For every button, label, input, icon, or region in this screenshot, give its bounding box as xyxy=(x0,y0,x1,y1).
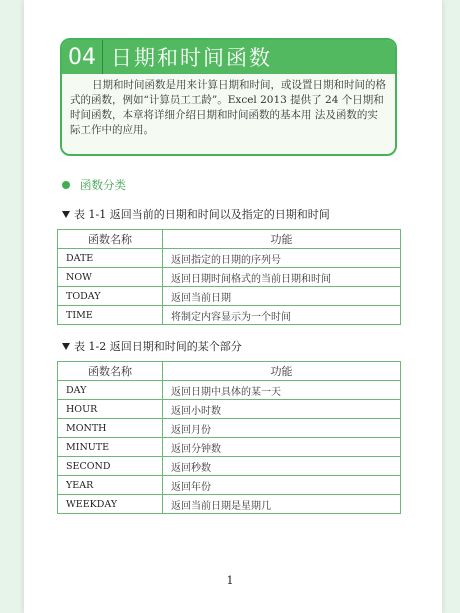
table-row xyxy=(58,268,401,287)
triangle-down-icon xyxy=(62,343,70,350)
chapter-box xyxy=(60,38,397,156)
table-row xyxy=(58,381,401,400)
function-table-2 xyxy=(57,361,401,514)
function-description: 返回日期中具体的某一天 xyxy=(163,381,401,400)
chapter-title: 日期和时间函数 xyxy=(111,46,272,70)
function-description: 将制定内容显示为一个时间 xyxy=(163,306,401,325)
table-caption-text: 表 1-2 返回日期和时间的某个部分 xyxy=(74,340,242,353)
chapter-intro: 日期和时间函数是用来计算日期和时间，或设置日期和时间的格式的函数，例如“计算员工工龄”。Excel 2013 提供了 24 个日期和时间函数，本章将详细介绍日期和时间函数的基本用 法及函数的实际工作中的应用。 xyxy=(70,79,386,136)
function-name: HOUR xyxy=(58,400,163,419)
function-name: YEAR xyxy=(58,476,163,495)
chapter-header xyxy=(62,40,395,74)
function-description: 返回指定的日期的序列号 xyxy=(163,249,401,268)
table-header-name: 函数名称 xyxy=(58,362,163,381)
function-name: SECOND xyxy=(58,457,163,476)
table-row xyxy=(58,287,401,306)
section-heading-text: 函数分类 xyxy=(80,178,126,192)
triangle-down-icon xyxy=(62,211,70,218)
bullet-icon xyxy=(62,181,70,189)
function-name: MONTH xyxy=(58,419,163,438)
table-header-name: 函数名称 xyxy=(58,230,163,249)
function-description: 返回秒数 xyxy=(163,457,401,476)
table-header-row xyxy=(58,362,401,381)
table-row xyxy=(58,249,401,268)
function-description: 返回年份 xyxy=(163,476,401,495)
table-row xyxy=(58,400,401,419)
function-table-1 xyxy=(57,229,401,325)
table-header-row xyxy=(58,230,401,249)
function-description: 返回小时数 xyxy=(163,400,401,419)
function-name: DAY xyxy=(58,381,163,400)
table-header-function: 功能 xyxy=(163,230,401,249)
function-name: NOW xyxy=(58,268,163,287)
function-description: 返回分钟数 xyxy=(163,438,401,457)
table-row xyxy=(58,438,401,457)
table-row xyxy=(58,495,401,514)
function-name: MINUTE xyxy=(58,438,163,457)
function-description: 返回当前日期是星期几 xyxy=(163,495,401,514)
table-caption-text: 表 1-1 返回当前的日期和时间以及指定的日期和时间 xyxy=(74,208,330,221)
chapter-number: 04 xyxy=(62,40,103,74)
section-heading xyxy=(62,177,126,193)
function-description: 返回当前日期 xyxy=(163,287,401,306)
function-name: WEEKDAY xyxy=(58,495,163,514)
function-description: 返回月份 xyxy=(163,419,401,438)
table-row xyxy=(58,306,401,325)
table-caption-2 xyxy=(62,338,242,354)
table-row xyxy=(58,457,401,476)
table-caption-1 xyxy=(62,206,330,222)
page-number: 1 xyxy=(226,574,234,587)
function-name: TIME xyxy=(58,306,163,325)
table-row xyxy=(58,476,401,495)
function-name: TODAY xyxy=(58,287,163,306)
function-description: 返回日期时间格式的当前日期和时间 xyxy=(163,268,401,287)
table-row xyxy=(58,419,401,438)
table-header-function: 功能 xyxy=(163,362,401,381)
function-name: DATE xyxy=(58,249,163,268)
